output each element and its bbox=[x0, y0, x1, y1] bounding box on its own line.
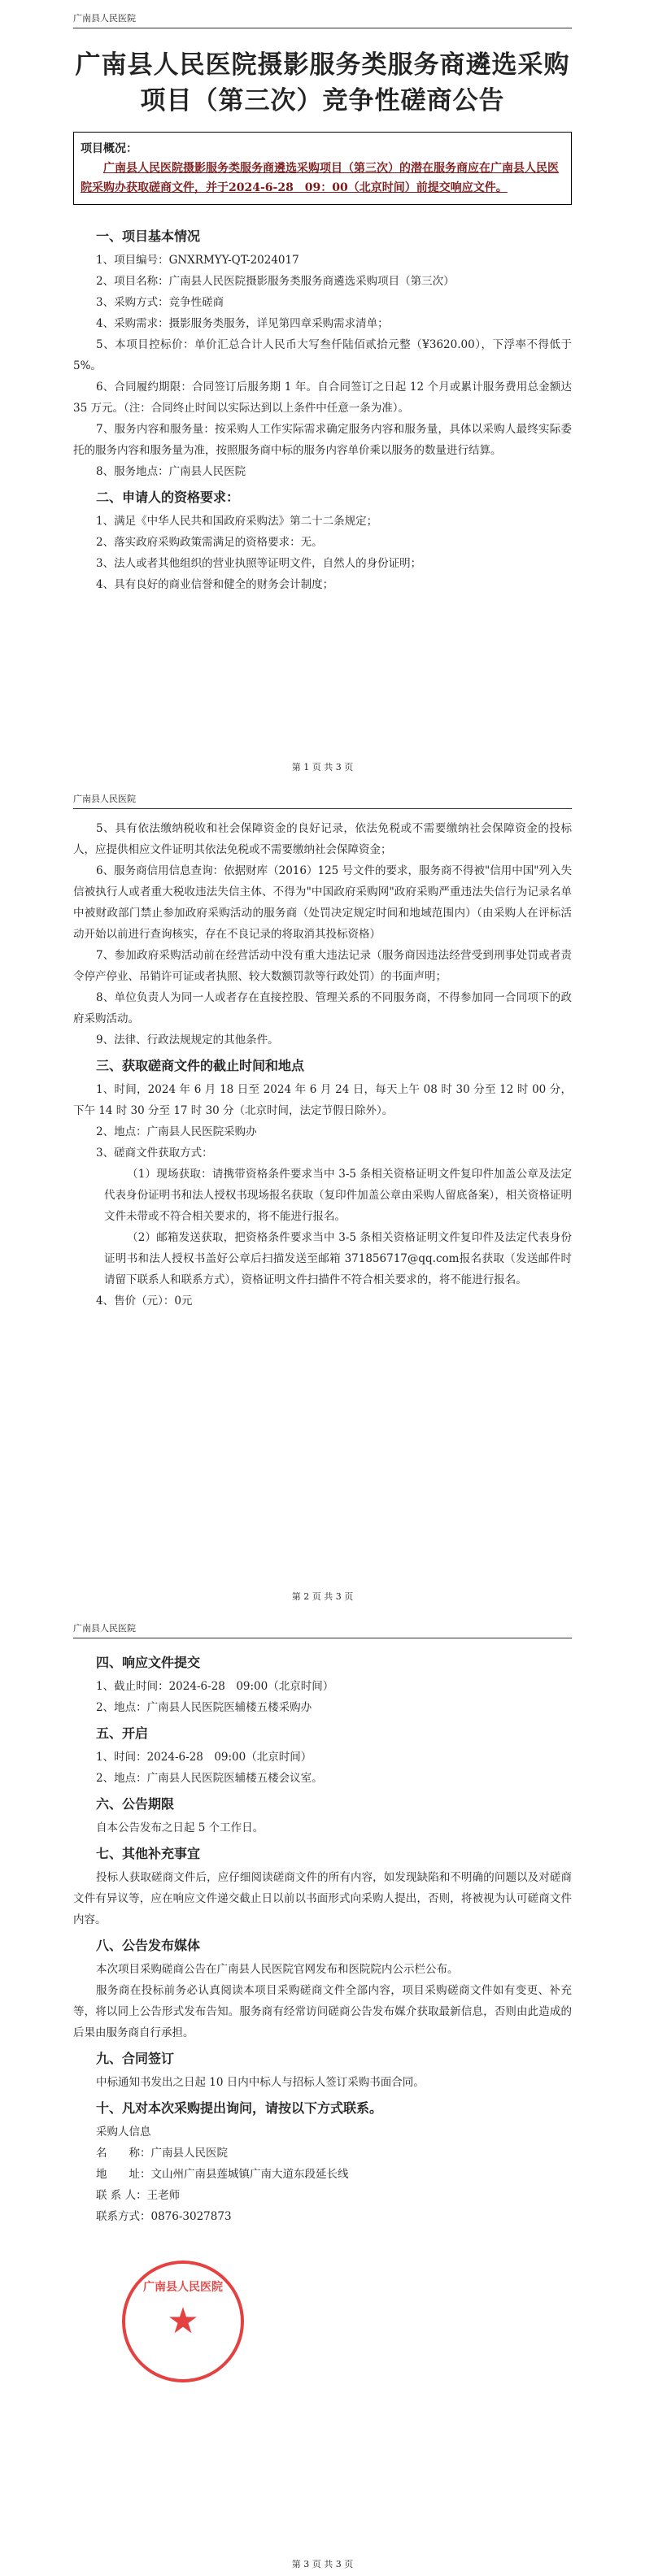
page-header bbox=[73, 11, 572, 28]
s2-item-6: 6、服务商信用信息查询：依据财库（2016）125 号文件的要求，服务商不得被"信用中国"列入失信被执行人或者重大税收违法失信主体、不得为"中国政府采购网"政府采购严重违法失信行为记录名单中被财政部门禁止参加政府采购活动的服务商（处罚决定规定时间和地域范围内）（由采购人在评标活动开始以前进行查询核实，存在不良记录的将取消其投标资格） bbox=[73, 864, 572, 941]
header-text: 广南县人民医院 bbox=[73, 794, 136, 804]
s2-item-9: 9、法律、行政法规规定的其他条件。 bbox=[96, 1033, 279, 1046]
purchaser-contact: 联 系 人：王老师 bbox=[96, 2189, 181, 2202]
page-header bbox=[73, 792, 572, 809]
s2-item-8: 8、单位负责人为同一人或者存在直接控股、管理关系的不同服务商，不得参加同一合同项下的政府采购活动。 bbox=[73, 991, 572, 1025]
s4-item-2: 2、地点：广南县人民医院医辅楼五楼采购办 bbox=[96, 1701, 312, 1714]
header-text: 广南县人民医院 bbox=[73, 1623, 136, 1634]
doc-title bbox=[73, 47, 572, 119]
s8-body-2: 服务商在投标前务必认真阅读本项目采购磋商文件全部内容，项目采购磋商文件如有变更、补充等，将以同上公告形式发布告知。服务商有经常访问磋商公告发布媒介获取最新信息，否则由此造成的后果由服务商自行承担。 bbox=[73, 1984, 572, 2039]
s6-body: 自本公告发布之日起 5 个工作日。 bbox=[96, 1821, 264, 1834]
s3-item-1: 1、时间，2024 年 6 月 18 日至 2024 年 6 月 24 日，每天上午 08 时 30 分至 12 时 00 分，下午 14 时 30 分至 17 时 30 分（北京时间，法定节假日除外）。 bbox=[73, 1083, 572, 1117]
s1-item-3: 3、采购方式：竞争性磋商 bbox=[96, 296, 224, 309]
project-overview-box bbox=[73, 132, 572, 205]
section-heading: 四、响应文件提交 bbox=[96, 1655, 201, 1670]
section-heading: 五、开启 bbox=[96, 1725, 149, 1741]
seal-star-icon: ★ bbox=[167, 2300, 199, 2342]
s4-item-1: 1、截止时间：2024-6-28 09:00（北京时间） bbox=[96, 1680, 334, 1693]
title-line-1: 广南县人民医院摄影服务类服务商遴选采购 bbox=[75, 50, 570, 80]
purchaser-phone: 联系方式：0876-3027873 bbox=[96, 2210, 232, 2223]
section-heading: 九、合同签订 bbox=[96, 2051, 175, 2066]
s1-item-1: 1、项目编号：GNXRMYY-QT-2024017 bbox=[96, 254, 299, 267]
section-heading: 十、凡对本次采购提出询问，请按以下方式联系。 bbox=[96, 2100, 383, 2116]
overview-body: 广南县人民医院摄影服务类服务商遴选采购项目（第三次）的潜在服务商应在广南县人民医院采购办获取磋商文件，并于2024-6-28 09：00（北京时间）前提交响应文件。 bbox=[81, 162, 559, 194]
header-text: 广南县人民医院 bbox=[73, 13, 136, 24]
s1-item-4: 4、采购需求：摄影服务类服务，详见第四章采购需求清单； bbox=[96, 317, 389, 330]
section-heading: 一、项目基本情况 bbox=[96, 228, 201, 244]
s3-price: 4、售价（元）：0元 bbox=[96, 1295, 193, 1308]
s1-item-2: 2、项目名称：广南县人民医院摄影服务类服务商遴选采购项目（第三次） bbox=[96, 275, 455, 288]
s3-item-2: 2、地点：广南县人民医院采购办 bbox=[96, 1125, 257, 1138]
page-footer: 第 2 页 共 3 页 bbox=[291, 1591, 354, 1602]
s5-item-2: 2、地点：广南县人民医院医辅楼五楼会议室。 bbox=[96, 1772, 323, 1785]
page-3 bbox=[0, 1610, 645, 2576]
s1-item-5: 5、本项目控标价：单价汇总合计人民币大写叁仟陆佰贰拾元整（¥3620.00），下浮率不得低于 5%。 bbox=[73, 338, 572, 372]
purchaser-label: 采购人信息 bbox=[96, 2126, 151, 2139]
page-2 bbox=[0, 781, 645, 1610]
section-heading: 七、其他补充事宜 bbox=[96, 1846, 201, 1861]
seal-text: 广南县人民医院 bbox=[143, 2281, 223, 2294]
s9-body: 中标通知书发出之日起 10 日内中标人与招标人签订采购书面合同。 bbox=[96, 2076, 425, 2089]
official-seal bbox=[122, 2261, 244, 2382]
s2-item-4: 4、具有良好的商业信誉和健全的财务会计制度； bbox=[96, 578, 334, 591]
s2-item-2: 2、落实政府采购政策需满足的资格要求：无。 bbox=[96, 536, 323, 549]
s3-sub-2: （2）邮箱发送获取，把资格条件要求当中 3-5 条相关资格证明文件复印件及法定代表身份证明书和法人授权书盖好公章后扫描发送至邮箱 371856717@qq.com报名获取（发送邮件时请留下联系人和联系方式），资格证明文件扫描件不符合相关要求的，将不能进行报名。 bbox=[104, 1231, 572, 1286]
s2-item-7: 7、参加政府采购活动前在经营活动中没有重大违法记录（服务商因违法经营受到刑事处罚或者责令停产停业、吊销许可证或者执照、较大数额罚款等行政处罚）的书面声明； bbox=[73, 949, 572, 983]
s3-sub-1: （1）现场获取：请携带资格条件要求当中 3-5 条相关资格证明文件复印件加盖公章及法定代表身份证明书和法人授权书现场报名获取（复印件加盖公章由采购人留底备案），相关资格证明文件未带或不符合相关要求的，将不能进行报名。 bbox=[104, 1168, 572, 1223]
purchaser-address: 地 址：文山州广南县莲城镇广南大道东段延长线 bbox=[96, 2168, 349, 2181]
purchaser-name: 名 称：广南县人民医院 bbox=[96, 2147, 228, 2160]
section-heading: 二、申请人的资格要求： bbox=[96, 490, 240, 505]
overview-label: 项目概况： bbox=[81, 142, 137, 155]
section-heading: 三、获取磋商文件的截止时间和地点 bbox=[96, 1058, 305, 1073]
page-header bbox=[73, 1621, 572, 1638]
s8-body-1: 本次项目采购磋商公告在广南县人民医院官网发布和医院院内公示栏公布。 bbox=[96, 1963, 459, 1976]
s2-item-5: 5、具有依法缴纳税收和社会保障资金的良好记录，依法免税或不需要缴纳社会保障资金的投标人，应提供相应文件证明其依法免税或不需要缴纳社会保障资金； bbox=[73, 822, 572, 856]
s1-item-8: 8、服务地点：广南县人民医院 bbox=[96, 465, 246, 478]
s1-item-7: 7、服务内容和服务量：按采购人工作实际需求确定服务内容和服务量，具体以采购人最终实际委托的服务内容和服务量为准，按照服务商中标的服务内容单价乘以服务的数量进行结算。 bbox=[73, 423, 572, 457]
s5-item-1: 1、时间：2024-6-28 09:00（北京时间） bbox=[96, 1751, 312, 1764]
s7-body: 投标人获取磋商文件后，应仔细阅读磋商文件的所有内容，如发现缺陷和不明确的问题以及对磋商文件有异议等，应在响应文件递交截止日以前以书面形式向采购人提出，否则，将被视为认可磋商文件内容。 bbox=[73, 1871, 572, 1926]
section-heading: 八、公告发布媒体 bbox=[96, 1938, 201, 1953]
section-heading: 六、公告期限 bbox=[96, 1796, 175, 1812]
title-line-2: 项目（第三次）竞争性磋商公告 bbox=[140, 86, 505, 115]
s1-item-6: 6、合同履约期限：合同签订后服务期 1 年。自合同签订之日起 12 个月或累计服务费用总金额达 35 万元。（注：合同终止时间以实际达到以上条件中任意一条为准）。 bbox=[73, 381, 572, 415]
page-1 bbox=[0, 0, 645, 781]
page-footer: 第 1 页 共 3 页 bbox=[291, 762, 354, 772]
page-footer: 第 3 页 共 3 页 bbox=[291, 2559, 354, 2569]
s2-item-3: 3、法人或者其他组织的营业执照等证明文件，自然人的身份证明； bbox=[96, 557, 422, 570]
s2-item-1: 1、满足《中华人民共和国政府采购法》第二十二条规定； bbox=[96, 515, 378, 528]
s3-item-3: 3、磋商文件获取方式： bbox=[96, 1147, 213, 1160]
